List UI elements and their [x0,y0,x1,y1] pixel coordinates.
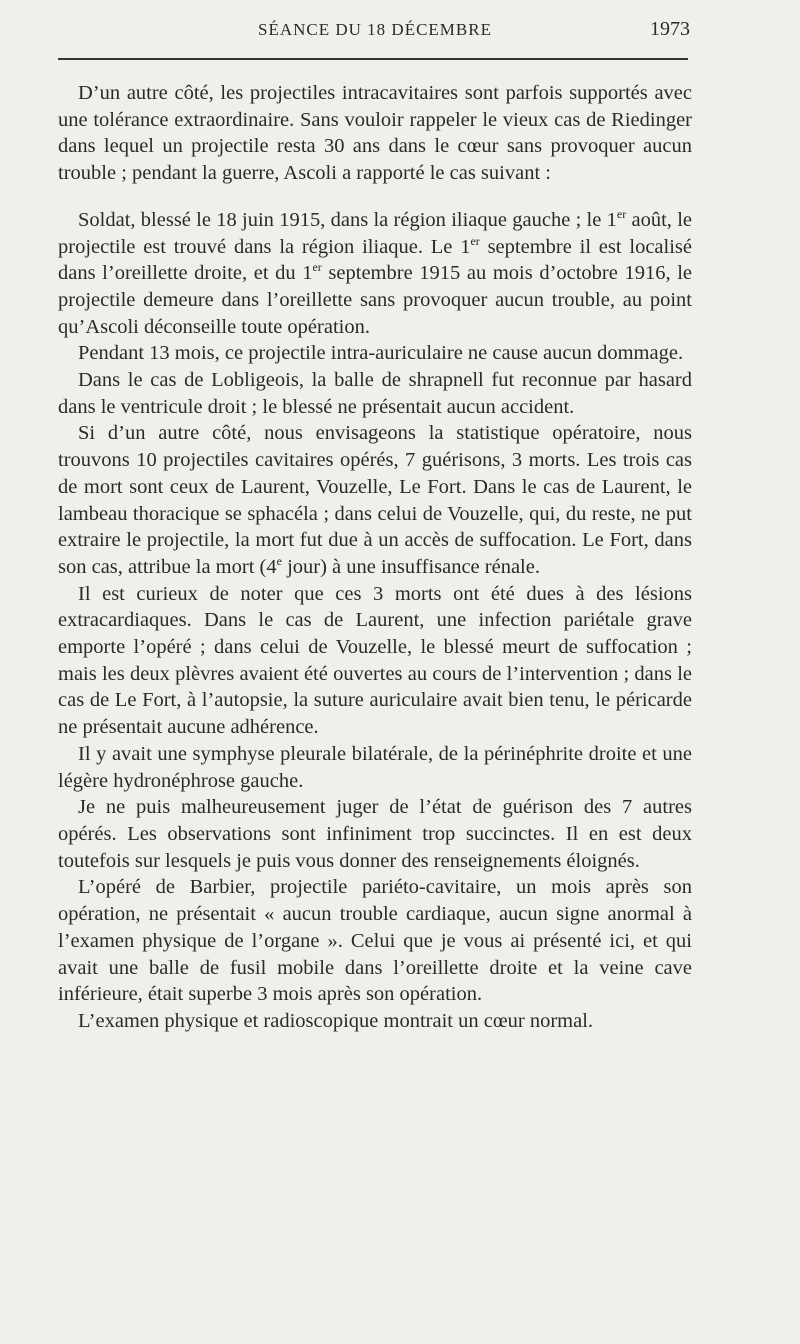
paragraph-case-quote: Soldat, blessé le 18 juin 1915, dans la région iliaque gauche ; le 1er août, le projectile est trouvé dans la région iliaque. Le 1er septembre il est localisé dans l’oreillette droite, et du 1er septembre 1915 au mois d’octobre 1916, le projectile demeure dans l’oreillette sans provoquer aucun trouble, au point qu’Ascoli déconseille toute opération. [58,206,692,338]
paragraph: Il y avait une symphyse pleurale bilatérale, de la périnéphrite droite et une légère hydronéphrose gauche. [58,742,692,792]
paragraph: Si d’un autre côté, nous envisageons la statistique opératoire, nous trouvons 10 projectiles cavitaires opérés, 7 guérisons, 3 morts. Les trois cas de mort sont ceux de Laurent, Vouzelle, Le Fort. Dans le cas de Laurent, le lambeau thoracique se sphacéla ; dans celui de Vouzelle, qui, du reste, ne put extraire le projectile, la mort fut due à un accès de suffocation. Le Fort, dans son cas, attribue la mort (4e jour) à une insuffisance rénale. [58,422,692,578]
paragraph: Je ne puis malheureusement juger de l’état de guérison des 7 autres opérés. Les observations sont infiniment trop succinctes. Il en est deux toutefois sur lesquels je puis vous donner des renseignements éloignés. [58,796,692,872]
paragraph: D’un autre côté, les projectiles intracavitaires sont parfois supportés avec une tolérance extraordinaire. Sans vouloir rappeler le vieux cas de Riedinger dans lequel un projectile resta 30 ans dans le cœur sans provoquer aucun trouble ; pendant la guerre, Ascoli a rapporté le cas suivant : [58,82,692,185]
paragraph: L’opéré de Barbier, projectile pariéto-cavitaire, un mois après son opération, ne présentait « aucun trouble cardiaque, aucun signe anormal à l’examen physique de l’organe ». Celui que je vous ai présenté ici, et qui avait une balle de fusil mobile dans l’oreillette droite et la veine cave inférieure, était superbe 3 mois après son opération. [58,876,692,1006]
paragraph: Pendant 13 mois, ce projectile intra-auriculaire ne cause aucun dommage. [78,342,684,365]
page-number: 1973 [650,18,690,40]
body-text [58,80,692,1035]
paragraph: Dans le cas de Lobligeois, la balle de shrapnell fut reconnue par hasard dans le ventricule droit ; le blessé ne présentait aucun accident. [58,369,692,418]
paragraph: Il est curieux de noter que ces 3 morts ont été dues à des lésions extracardiaques. Dans le cas de Laurent, une infection pariétale grave emporte l’opéré ; dans celui de Vouzelle, le blessé meurt de suffocation ; mais les deux plèvres avaient été ouvertes au cours de l’intervention ; dans le cas de Le Fort, à l’autopsie, la suture auriculaire avait bien tenu, le péricarde ne présentait aucune adhérence. [58,582,692,739]
page-header [58,18,690,42]
paragraph: L’examen physique et radioscopique montrait un cœur normal. [78,1009,594,1032]
header-rule [58,58,688,60]
running-title: SÉANCE DU 18 DÉCEMBRE [258,20,492,39]
